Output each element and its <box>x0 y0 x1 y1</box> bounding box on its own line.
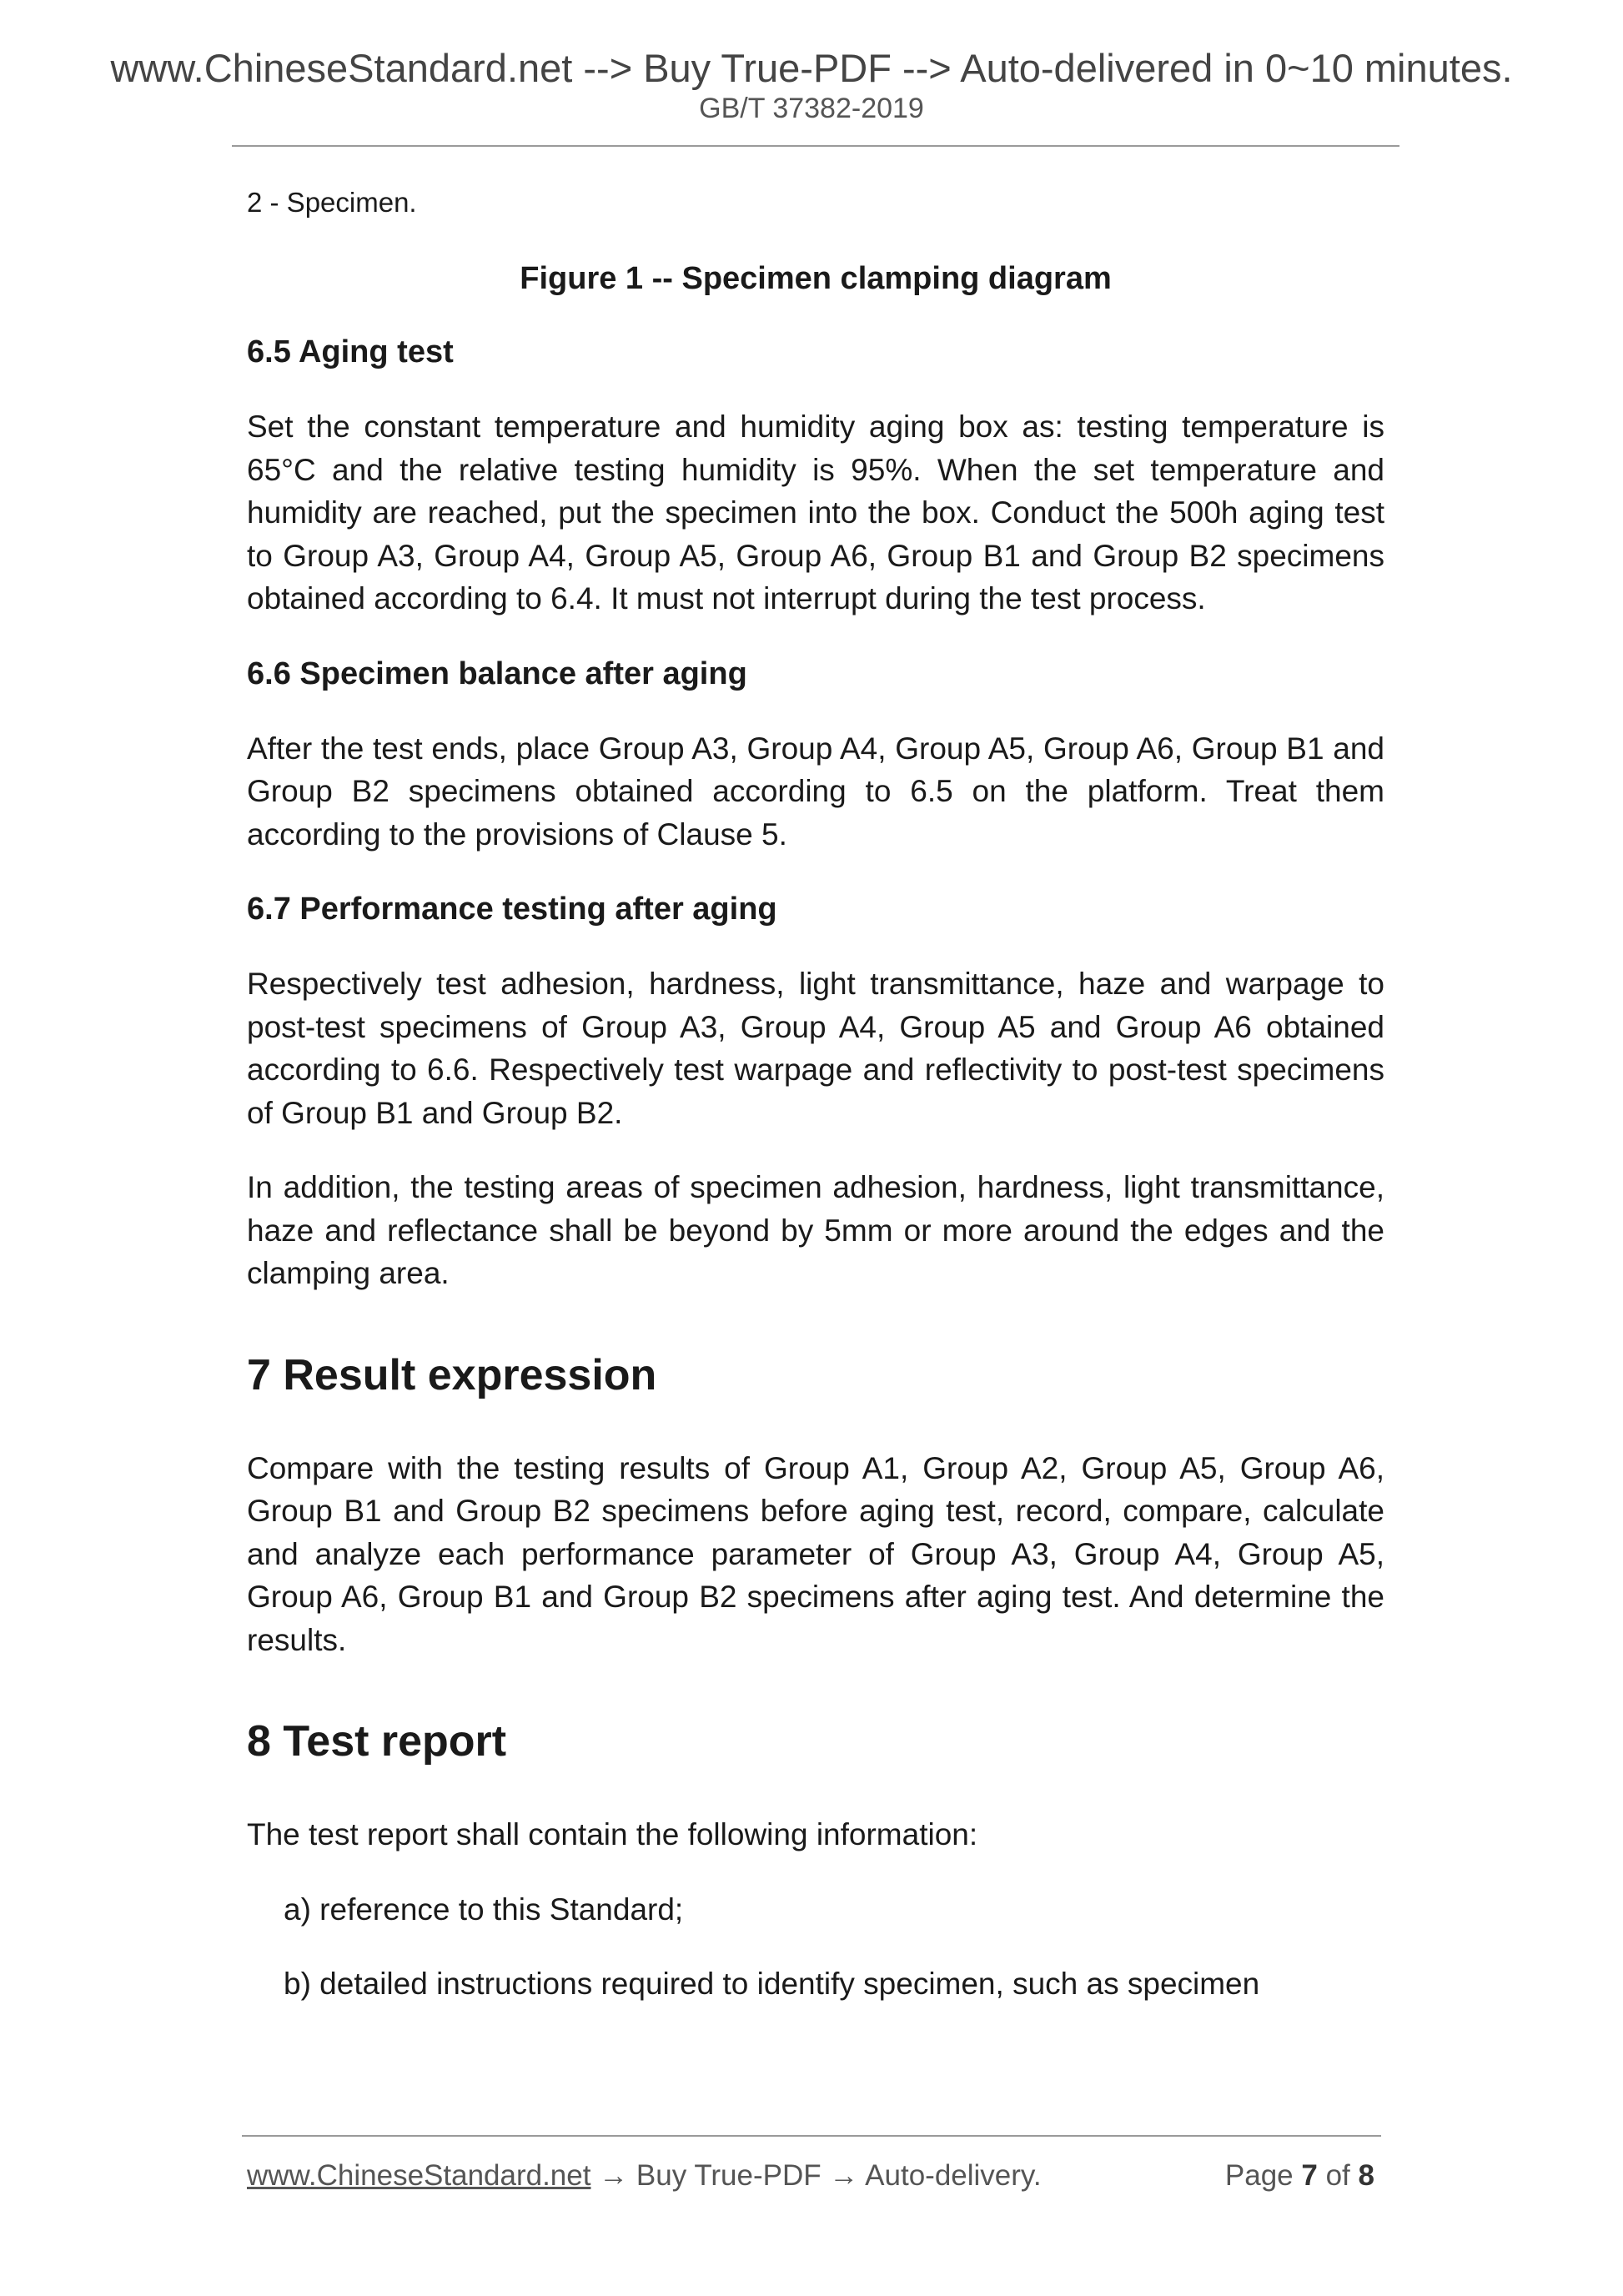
current-page-number: 7 <box>1301 2159 1318 2192</box>
list-item: b) detailed instructions required to identify specimen, such as specimen <box>284 1967 1260 2001</box>
footer-promo-text: → Buy True-PDF → Auto-delivery. <box>590 2159 1042 2192</box>
section-6-7-paragraph-1: Respectively test adhesion, hardness, light transmittance, haze and warpage to post-test specimens of Group A3, Group A4, Group A5 and Group A6 obtained according to 6.6. Respectively test warpage and reflectivity to post-test specimens of Group B1 and Group B2. <box>247 967 1384 1130</box>
section-6-5-heading: 6.5 Aging test <box>247 334 454 369</box>
footer-site-link[interactable]: www.ChineseStandard.net <box>247 2159 591 2192</box>
page-of-label: of <box>1325 2159 1350 2192</box>
section-7-heading: 7 Result expression <box>247 1350 657 1399</box>
page-label: Page <box>1224 2159 1294 2192</box>
section-6-7-heading: 6.7 Performance testing after aging <box>247 892 777 927</box>
section-6-6-heading: 6.6 Specimen balance after aging <box>247 656 747 691</box>
section-7-paragraph: Compare with the testing results of Group A1, Group A2, Group A5, Group A6, Group B1 and Group B2 specimens before aging test, record, compare, calculate and analyze each performance parameter of Group A3, Group A4, Group A5, Group A6, Group B1 and Group B2 specimens after aging test. And determine the results. <box>247 1450 1384 1657</box>
page-content <box>247 182 1384 2037</box>
figure-caption-note: 2 - Specimen. <box>247 187 417 218</box>
page-indicator <box>1225 2155 1374 2197</box>
section-8-intro: The test report shall contain the following information: <box>247 1817 978 1851</box>
page-footer <box>247 2155 1381 2197</box>
section-6-5-paragraph: Set the constant temperature and humidity aging box as: testing temperature is 65°C and the relative testing humidity is 95%. When the set temperature and humidity are reached, put the specimen into the box. Conduct the 500h aging test to Group A3, Group A4, Group A5, Group A6, Group B1 and Group B2 specimens obtained according to 6.4. It must not interrupt during the test process. <box>247 409 1384 615</box>
footer-promo <box>247 2155 1042 2197</box>
section-6-7-paragraph-2: In addition, the testing areas of specimen adhesion, hardness, light transmittance, haze and reflectance shall be beyond by 5mm or more around the edges and the clamping area. <box>247 1170 1384 1290</box>
header-divider <box>232 145 1399 147</box>
footer-divider <box>242 2135 1381 2137</box>
section-6-6-paragraph: After the test ends, place Group A3, Group A4, Group A5, Group A6, Group B1 and Group B2 specimens obtained according to 6.5 on the platform. Treat them according to the provisions of Clause 5. <box>247 731 1384 852</box>
list-item: a) reference to this Standard; <box>284 1892 684 1927</box>
top-banner: www.ChineseStandard.net --> Buy True-PDF --> Auto-delivered in 0~10 minutes. <box>110 46 1513 90</box>
total-pages-number: 8 <box>1358 2159 1374 2192</box>
figure-title: Figure 1 -- Specimen clamping diagram <box>520 261 1112 296</box>
document-code: GB/T 37382-2019 <box>699 93 924 124</box>
section-8-heading: 8 Test report <box>247 1717 507 1766</box>
